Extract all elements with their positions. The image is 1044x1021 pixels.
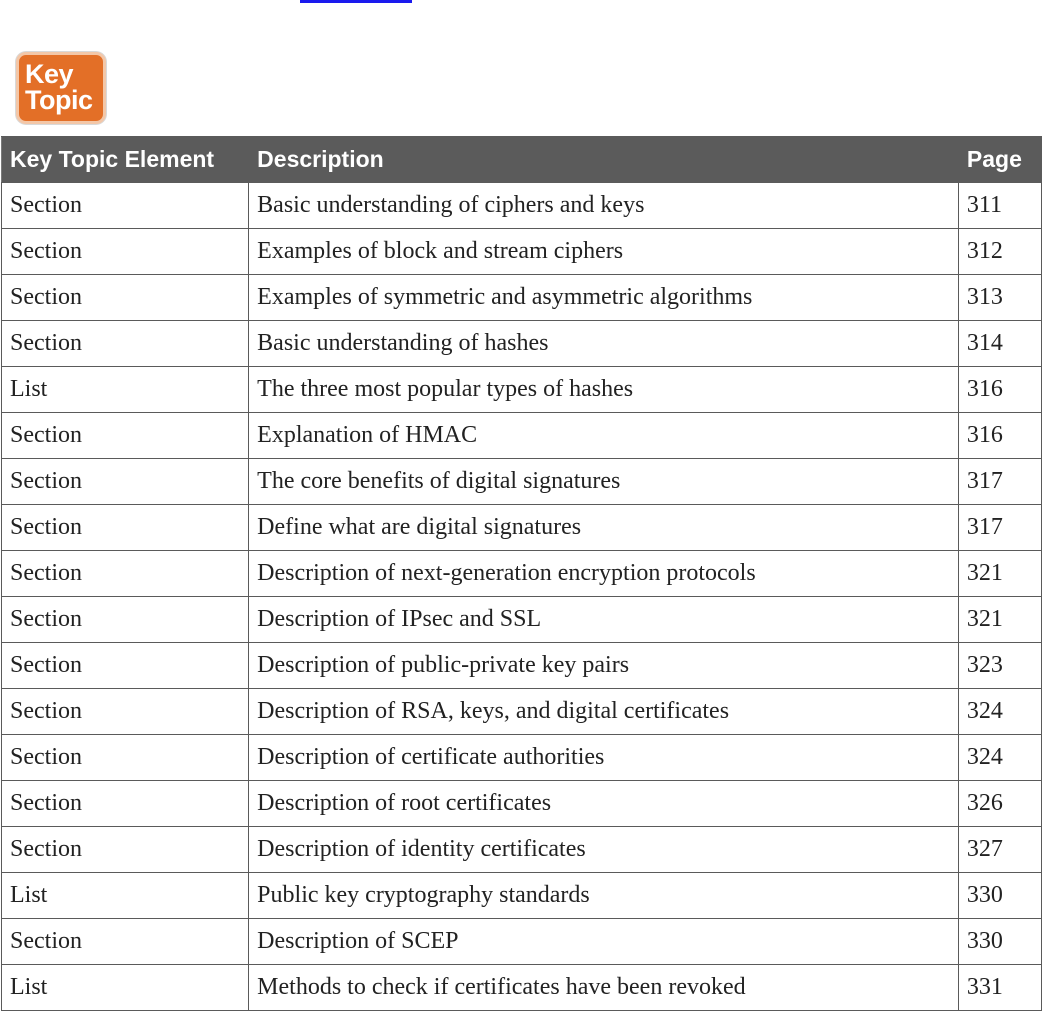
key-topic-line2: Topic [25, 85, 93, 115]
table-row [2, 873, 1042, 919]
cell-description: The three most popular types of hashes [249, 367, 959, 413]
cell-element: Section [2, 597, 249, 643]
cell-page: 316 [958, 367, 1041, 413]
cell-page: 314 [958, 321, 1041, 367]
table-row [2, 367, 1042, 413]
table-row [2, 275, 1042, 321]
table-row [2, 643, 1042, 689]
cell-page: 312 [958, 229, 1041, 275]
cell-description: Examples of block and stream ciphers [249, 229, 959, 275]
link-underline[interactable] [300, 0, 412, 3]
table-row [2, 459, 1042, 505]
cell-element: List [2, 965, 249, 1011]
cell-description: Methods to check if certificates have been revoked [249, 965, 959, 1011]
cell-page: 324 [958, 735, 1041, 781]
cell-description: Examples of symmetric and asymmetric algorithms [249, 275, 959, 321]
cell-element: Section [2, 781, 249, 827]
table-header-row [2, 137, 1042, 183]
cell-page: 313 [958, 275, 1041, 321]
key-topic-line1: Key [25, 59, 74, 89]
cell-page: 324 [958, 689, 1041, 735]
cell-description: Public key cryptography standards [249, 873, 959, 919]
cell-element: Section [2, 827, 249, 873]
cell-description: Basic understanding of hashes [249, 321, 959, 367]
table-row [2, 735, 1042, 781]
header-description: Description [249, 137, 959, 183]
cell-page: 317 [958, 459, 1041, 505]
cell-description: Basic understanding of ciphers and keys [249, 183, 959, 229]
cell-element: Section [2, 321, 249, 367]
table-body [2, 183, 1042, 1011]
cell-page: 311 [958, 183, 1041, 229]
cell-description: Description of SCEP [249, 919, 959, 965]
cell-description: Description of root certificates [249, 781, 959, 827]
cell-description: Explanation of HMAC [249, 413, 959, 459]
cell-element: Section [2, 459, 249, 505]
table-row [2, 919, 1042, 965]
cell-page: 321 [958, 551, 1041, 597]
cell-element: Section [2, 919, 249, 965]
cell-element: Section [2, 275, 249, 321]
cell-element: Section [2, 183, 249, 229]
cell-element: List [2, 367, 249, 413]
cell-page: 323 [958, 643, 1041, 689]
cell-description: The core benefits of digital signatures [249, 459, 959, 505]
cell-page: 327 [958, 827, 1041, 873]
cell-description: Description of next-generation encryption protocols [249, 551, 959, 597]
key-topic-icon [16, 52, 106, 124]
table-row [2, 827, 1042, 873]
cell-description: Description of IPsec and SSL [249, 597, 959, 643]
header-page: Page [958, 137, 1041, 183]
table-row [2, 321, 1042, 367]
cell-page: 331 [958, 965, 1041, 1011]
cell-page: 317 [958, 505, 1041, 551]
table-row [2, 505, 1042, 551]
cell-description: Description of public-private key pairs [249, 643, 959, 689]
table-row [2, 597, 1042, 643]
table-row [2, 965, 1042, 1011]
cell-element: Section [2, 551, 249, 597]
key-topic-table [1, 136, 1042, 1011]
cell-page: 316 [958, 413, 1041, 459]
cell-page: 330 [958, 919, 1041, 965]
cell-element: Section [2, 229, 249, 275]
table-row [2, 183, 1042, 229]
cell-element: Section [2, 413, 249, 459]
cell-description: Description of certificate authorities [249, 735, 959, 781]
cell-element: List [2, 873, 249, 919]
cell-element: Section [2, 735, 249, 781]
cell-element: Section [2, 689, 249, 735]
table-row [2, 413, 1042, 459]
cell-element: Section [2, 643, 249, 689]
table-row [2, 781, 1042, 827]
cell-description: Description of RSA, keys, and digital certificates [249, 689, 959, 735]
table-row [2, 689, 1042, 735]
table-row [2, 551, 1042, 597]
header-element: Key Topic Element [2, 137, 249, 183]
cell-description: Description of identity certificates [249, 827, 959, 873]
cell-page: 330 [958, 873, 1041, 919]
cell-page: 326 [958, 781, 1041, 827]
cell-description: Define what are digital signatures [249, 505, 959, 551]
table-row [2, 229, 1042, 275]
cell-page: 321 [958, 597, 1041, 643]
cell-element: Section [2, 505, 249, 551]
